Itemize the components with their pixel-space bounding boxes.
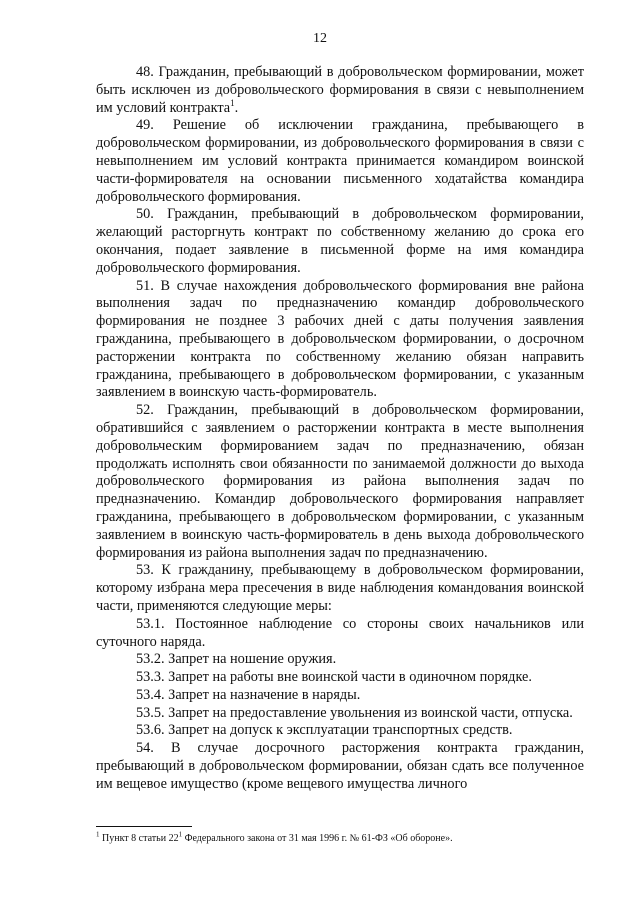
footnote-inner-superscript: 1 xyxy=(178,830,183,839)
paragraph-53-5: 53.5. Запрет на предоставление увольнения из воинской части, отпуска. xyxy=(136,704,573,721)
page-number: 12 xyxy=(313,31,327,46)
paragraph-text: 48. Гражданин, пребывающий в добровольческом формировании, может быть исключен из добровольческого формирования в связи с невыполнением им условий контракта xyxy=(96,64,584,116)
paragraph-53-2: 53.2. Запрет на ношение оружия. xyxy=(136,651,337,668)
document-body xyxy=(96,64,584,794)
footnote-marker: 1 xyxy=(96,830,100,839)
paragraph-53-4: 53.4. Запрет на назначение в наряды. xyxy=(136,686,361,703)
paragraph-50: 50. Гражданин, пребывающий в добровольческом формировании, желающий расторгнуть контракт по собственному желанию до срока его окончания, подает заявление в письменной форме на имя командира добровольческого формирования. xyxy=(96,206,584,276)
paragraph-48 xyxy=(96,64,584,117)
paragraph-49: 49. Решение об исключении гражданина, пребывающего в добровольческом формировании, из добровольческого формирования в связи с невыполнением им условий контракта принимается командиром воинской части-формирователя на основании письменного ходатайства командира добровольческого формирования. xyxy=(96,117,584,205)
footnote-separator xyxy=(96,826,192,827)
footnote-text-before: Пункт 8 статьи 22 xyxy=(99,833,179,844)
paragraph-53-3: 53.3. Запрет на работы вне воинской части в одиночном порядке. xyxy=(136,669,532,686)
paragraph-53-1: 53.1. Постоянное наблюдение со стороны своих начальников или суточного наряда. xyxy=(96,615,584,650)
footnote-text-after: Федерального закона от 31 мая 1996 г. № 61-ФЗ «Об обороне». xyxy=(182,833,453,844)
paragraph-51: 51. В случае нахождения добровольческого формирования вне района выполнения задач по предназначению командир добровольческого формирования не позднее 3 рабочих дней с даты получения заявления гражданина, пребывающего в добровольческом формировании, о досрочном расторжении контракта по собственному желанию обязан направить гражданина, пребывающего в добровольческом формировании, с указанным заявлением в воинскую часть-формирователь. xyxy=(96,277,584,401)
footnote xyxy=(96,832,584,845)
paragraph-53-6: 53.6. Запрет на допуск к эксплуатации транспортных средств. xyxy=(136,722,513,739)
paragraph-54: 54. В случае досрочного расторжения контракта гражданин, пребывающий в добровольческом формировании, обязан сдать все полученное им вещевое имущество (кроме вещевого имущества личного xyxy=(96,740,584,792)
paragraph-52: 52. Гражданин, пребывающий в добровольческом формировании, обратившийся с заявлением о расторжении контракта в месте выполнения добровольческим формированием задач по предназначению, обязан продолжать исполнять свои обязанности по занимаемой должности до выхода добровольческого формирования из района выполнения задач по предназначению. Командир добровольческого формирования направляет гражданина, пребывающего в добровольческом формировании, с указанным заявлением в воинскую часть-формирователь в день выхода добровольческого формирования из района выполнения задач по предназначению. xyxy=(96,402,584,561)
paragraph-53: 53. К гражданину, пребывающему в добровольческом формировании, которому избрана мера пресечения в виде наблюдения командования воинской части, применяются следующие меры: xyxy=(96,562,584,614)
footnote-reference[interactable]: 1 xyxy=(230,97,235,108)
paragraph-tail: . xyxy=(234,99,239,116)
